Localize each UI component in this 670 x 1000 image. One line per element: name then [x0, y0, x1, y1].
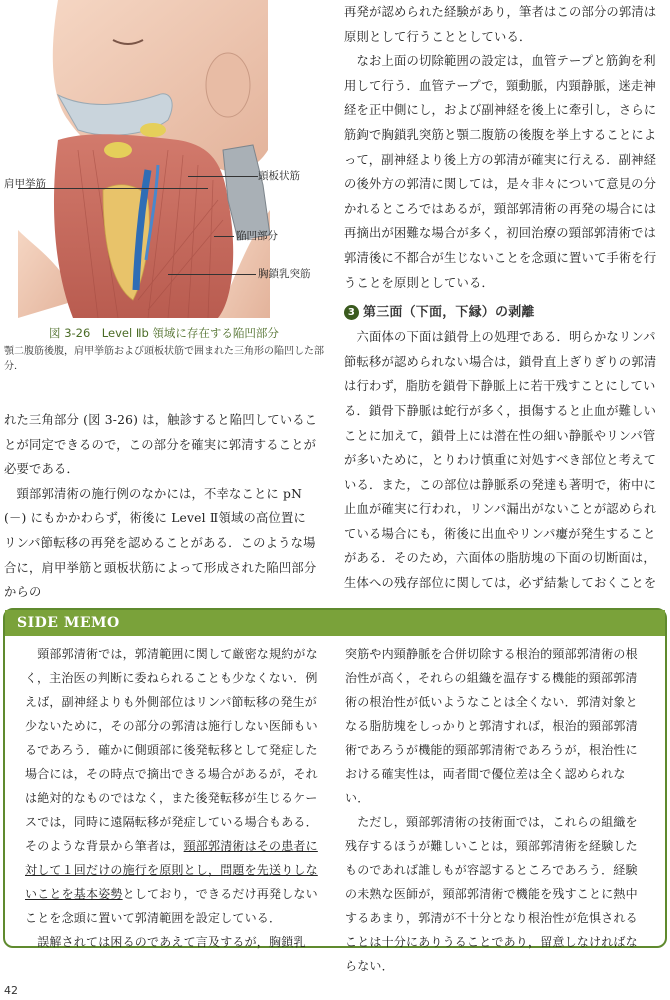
- side-memo-box: [3, 608, 667, 973]
- right-paragraph: 六面体の下面は鎖骨上の処理である．明らかなリンパ節転移が認められない場合は，鎖骨直上ぎりぎりの郭清は行わず，脂肪を鎖骨下静脈上に若干残すことにしている．鎖骨下静脈は蛇行が多く，損傷すると止血が難しいことに加えて，鎖骨上には潜在性の細い静脈やリンパ管が多いために，とりわけ慎重に対処すべき部位と考えている．また，この部位は静脈系の発達も著明で，術中に止血が確実に行われ，リンパ漏出がないことが認められている場合にも，術後に出血やリンパ瘻が発生することがある．そのため，六面体の脂肪塊の下面の切断面は，生体への残存部位に関しては，必ず結紮しておくことを: [344, 330, 657, 591]
- label-depression: 陥凹部分: [236, 230, 278, 242]
- side-memo-paragraph: 突筋や内頸静脈を合併切除する根治的頸部郭清術の根治性が高く，それらの組織を温存する機能的頸部郭清術の根治性が低いようなことは全くない．郭清対象となる脂肪塊をしっかりと郭清すれば，根治的頸部郭清術であろうが機能的頸部郭清術であろうが，根治性における確実性は，両者間で優位差は全く認められない．: [345, 647, 638, 805]
- neck-anatomy-illustration: [18, 0, 270, 318]
- left-column: [4, 408, 318, 605]
- scm-leader-line: [168, 274, 256, 275]
- section-number-badge: 3: [344, 305, 359, 320]
- section-heading-text: 第三面（下面，下縁）の剥離: [363, 305, 535, 321]
- caption-title: 図 3-26 Level Ⅱb 領域に存在する陥凹部分: [49, 326, 279, 340]
- depression-leader-line: [214, 236, 234, 237]
- caption-text: 顎二腹筋後腹，肩甲挙筋および頭板状筋で囲まれた三角形の陥凹した部分．: [4, 346, 324, 372]
- left-paragraph: れた三角部分 (図 3-26) は，触診すると陥凹していることが同定できるので，この部分を確実に郭清することが必要である．: [4, 413, 318, 477]
- levator-leader-line: [18, 188, 208, 189]
- page-number: 42: [4, 984, 18, 997]
- figure-caption: [4, 325, 324, 374]
- left-paragraph: 頸部郭清術の施行例のなかには，不幸なことに pN (－) にもかかわらず，術後に Level Ⅱ領域の高位置にリンパ節転移の再発を認めることがある．このような場合に，肩甲挙筋と頭板状筋によって形成された陥凹部分からの: [4, 486, 317, 600]
- label-splenius: 頭板状筋: [258, 170, 300, 182]
- anatomy-figure: [4, 0, 311, 318]
- side-memo-underlined-text: 頸部郭清術はその患者に対して１回だけの施行を原則とし，問題を先送りしないことを基本姿勢: [25, 839, 318, 901]
- side-memo-paragraph: ただし，頸部郭清術の技術面では，これらの組織を残存するほうが難しいことは，頸部郭清術を経験したものであれば誰しもが容認するところであろう．経験の未熟な医師が，頸部郭清術で機能を残すことに熱中するあまり，郭清が不十分となり根治性が危惧されることは十分にありうることであり，留意しなければならない．: [345, 815, 638, 973]
- section-heading: [344, 301, 666, 325]
- right-paragraph: なお上面の切除範囲の設定は，血管テープと筋鉤を利用して行う．血管テープで，頸動脈，内頸静脈，迷走神経を正中側にし，および副神経を後上に牽引し，さらに筋鉤で胸鎖乳突筋と顎二腹筋の後腹を挙上することによって，副神経より後上方の郭清が確実に行える．副神経の後外方の郭清に関しては，是々非々について意見の分かれるところではあるが，頸部郭清術の再発の場合には再摘出が困難な場合が多く，初回治療の頸部郭清術では郭清後に不都合が生じないことを念頭に置いて手術を行うことを原則としている．: [344, 54, 657, 290]
- splenius-leader-line: [188, 176, 258, 177]
- right-column: [344, 0, 666, 596]
- side-memo-left-column: [25, 642, 321, 954]
- side-memo-title: SIDE MEMO: [5, 610, 665, 636]
- side-memo-text: 頸部郭清術では，郭清範囲に関して厳密な規約がなく，主治医の判断に委ねられることも少なくない．例えば，副神経よりも外側部位はリンパ節転移の発生が少ないために，その部分の郭清は施行しない医師もいるであろう．確かに側頭部に後発転移として発症した場合には，その時点で摘出できる場合があるが，それは絶対的なものではなく，また後発転移が生じるケースでは，同時に遠隔転移が発症している場合もある．そのような背景から筆者は，: [25, 647, 318, 853]
- label-scm: 胸鎖乳突筋: [258, 268, 311, 280]
- side-memo-right-column: [345, 642, 641, 978]
- side-memo-paragraph: [25, 642, 321, 930]
- side-memo-paragraph: 誤解されては困るのであえて言及するが，胸鎖乳: [25, 935, 306, 949]
- label-levator: 肩甲挙筋: [4, 178, 46, 190]
- right-paragraph: 再発が認められた経験があり，筆者はこの部分の郭清は原則として行うこととしている．: [344, 5, 657, 44]
- side-memo-text: としており，できるだけ再発しないことを念頭に置いて郭清範囲を設定している．: [25, 887, 318, 925]
